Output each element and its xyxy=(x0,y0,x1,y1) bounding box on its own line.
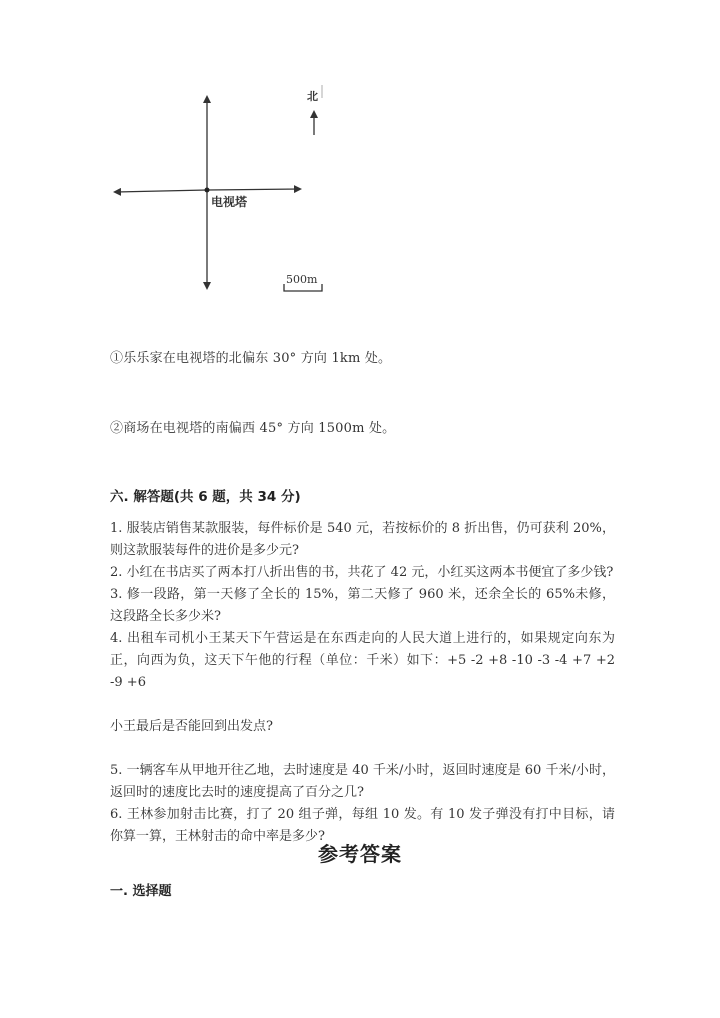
answer-subsection: 一. 选择题 xyxy=(110,884,172,899)
question-6: 6. 王林参加射击比赛，打了 20 组子弹，每组 10 发。有 10 发子弹没有打中目标，请你算一算，王林射击的命中率是多少? xyxy=(110,807,615,844)
question-4-followup: 小王最后是否能回到出发点? xyxy=(110,719,273,734)
tv-tower-label: 电视塔 xyxy=(211,195,248,209)
section-title: 六. 解答题(共 6 题，共 34 分) xyxy=(110,489,301,505)
statement-1: ①乐乐家在电视塔的北偏东 30° 方向 1km 处。 xyxy=(110,351,392,366)
scale-label: 500m xyxy=(286,273,318,286)
spacer xyxy=(110,738,615,760)
statement-2: ②商场在电视塔的南偏西 45° 方向 1500m 处。 xyxy=(110,421,396,436)
question-4: 4. 出租车司机小王某天下午营运是在东西走向的人民大道上进行的，如果规定向东为正，向西为负，这天下午他的行程（单位：千米）如下：+5 -2 +8 -10 -3 -4 +7 +2 -9 +6 xyxy=(110,631,615,690)
question-list xyxy=(110,518,615,848)
direction-diagram xyxy=(100,80,350,310)
question-5: 5. 一辆客车从甲地开往乙地，去时速度是 40 千米/小时，返回时速度是 60 千米/小时，返回时的速度比去时的速度提高了百分之几? xyxy=(110,763,615,800)
spacer xyxy=(110,694,615,716)
north-label: 北 xyxy=(307,90,318,103)
question-1: 1. 服装店销售某款服装，每件标价是 540 元，若按标价的 8 折出售，仍可获利 20%，则这款服装每件的进价是多少元? xyxy=(110,521,615,558)
question-2: 2. 小红在书店买了两本打八折出售的书，共花了 42 元，小红买这两本书便宜了多少钱? xyxy=(110,565,614,580)
question-3: 3. 修一段路，第一天修了全长的 15%，第二天修了 960 米，还余全长的 65%未修，这段路全长多少米? xyxy=(110,587,615,624)
answer-title: 参考答案 xyxy=(318,842,402,866)
